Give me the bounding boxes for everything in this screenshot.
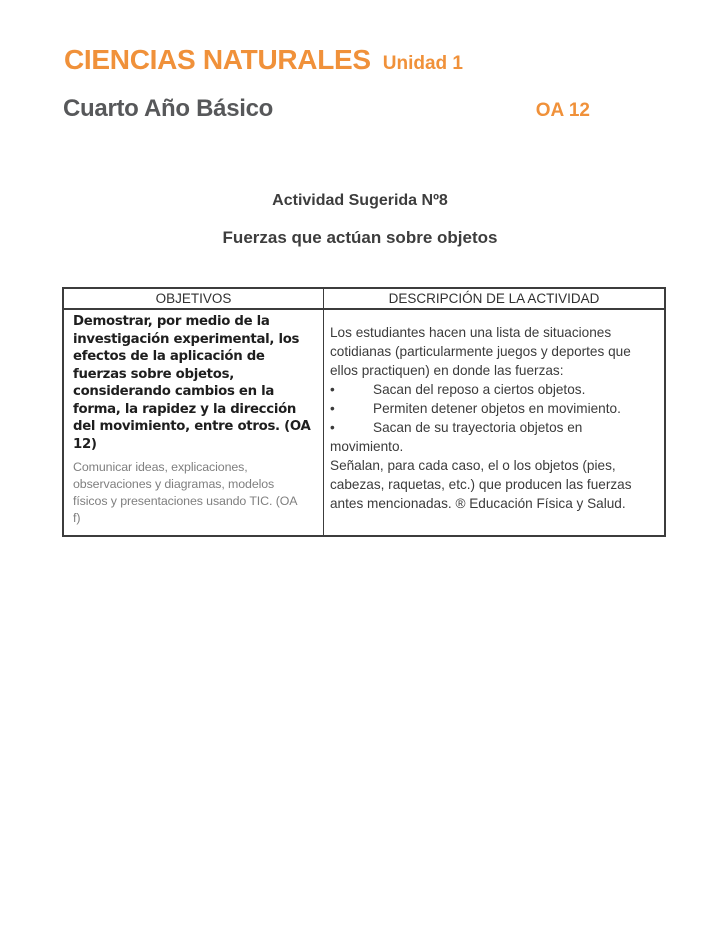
line-text: movimiento. xyxy=(330,439,404,454)
column-header-objetivos: OBJETIVOS xyxy=(64,289,323,310)
line-text: investigación experimental, los xyxy=(73,331,300,347)
line-text: Sacan del reposo a ciertos objetos. xyxy=(373,382,586,397)
text-line xyxy=(73,366,315,384)
line-text: cotidianas (particularmente juegos y deportes que xyxy=(330,344,631,359)
title-unit: Unidad 1 xyxy=(382,53,463,74)
descripcion-text xyxy=(330,323,661,513)
activity-subtitle: Fuerzas que actúan sobre objetos xyxy=(222,228,498,247)
line-text: Demostrar, por medio de la xyxy=(73,314,270,329)
text-line xyxy=(330,475,661,494)
line-text: f) xyxy=(73,511,81,525)
text-line xyxy=(73,331,315,349)
line-text: antes mencionadas. ® Educación Física y Salud. xyxy=(330,496,626,511)
line-text: Los estudiantes hacen una lista de situaciones xyxy=(330,325,612,340)
title-main: CIENCIAS NATURALES xyxy=(64,44,371,75)
text-line xyxy=(330,361,661,380)
line-text: Comunicar ideas, explicaciones, xyxy=(73,460,248,474)
line-text: Sacan de su trayectoria objetos en xyxy=(373,420,583,435)
oa-code: OA 12 xyxy=(535,100,590,121)
line-text: Permiten detener objetos en movimiento. xyxy=(373,401,621,416)
line-text: fuerzas sobre objetos, xyxy=(73,366,234,382)
objetivos-secondary-text xyxy=(73,459,315,527)
text-line xyxy=(330,418,661,437)
bullet-icon: • xyxy=(330,382,335,397)
text-line xyxy=(330,437,661,456)
text-line xyxy=(330,380,661,399)
activity-title: Actividad Sugerida Nº8 xyxy=(272,192,448,209)
document-title xyxy=(64,44,463,76)
text-line xyxy=(73,476,315,493)
line-text: efectos de la aplicación de xyxy=(73,349,265,364)
line-text: físicos y presentaciones usando TIC. (OA xyxy=(73,494,298,508)
activity-table xyxy=(62,287,666,537)
bullet-icon: • xyxy=(330,401,335,416)
text-line xyxy=(73,418,315,436)
objetivos-cell xyxy=(64,310,323,535)
text-line xyxy=(73,510,315,527)
line-text: del movimiento, entre otros. (OA xyxy=(73,419,311,434)
text-line xyxy=(73,493,315,510)
text-line xyxy=(73,436,315,454)
text-line xyxy=(73,348,315,366)
text-line xyxy=(330,456,661,475)
line-text: forma, la rapidez y la dirección xyxy=(73,401,297,417)
line-text: 12) xyxy=(73,436,97,452)
line-text: Señalan, para cada caso, el o los objetos (pies, xyxy=(330,458,616,473)
descripcion-cell xyxy=(323,310,664,535)
text-line xyxy=(330,323,661,342)
text-line xyxy=(73,313,315,331)
text-line xyxy=(73,459,315,476)
text-line xyxy=(73,383,315,401)
text-line xyxy=(73,401,315,419)
text-line xyxy=(330,342,661,361)
text-line xyxy=(330,399,661,418)
line-text: observaciones y diagramas, modelos xyxy=(73,477,275,491)
bullet-icon: • xyxy=(330,420,335,435)
text-line xyxy=(330,494,661,513)
subtitle-row xyxy=(63,95,590,123)
line-text: ellos practiquen) en donde las fuerzas: xyxy=(330,363,564,378)
line-text: cabezas, raquetas, etc.) que producen las fuerzas xyxy=(330,477,632,492)
column-header-descripcion: DESCRIPCIÓN DE LA ACTIVIDAD xyxy=(323,289,664,310)
line-text: considerando cambios en la xyxy=(73,384,275,399)
objetivos-main-text xyxy=(73,313,315,453)
grade-level: Cuarto Año Básico xyxy=(63,95,274,122)
